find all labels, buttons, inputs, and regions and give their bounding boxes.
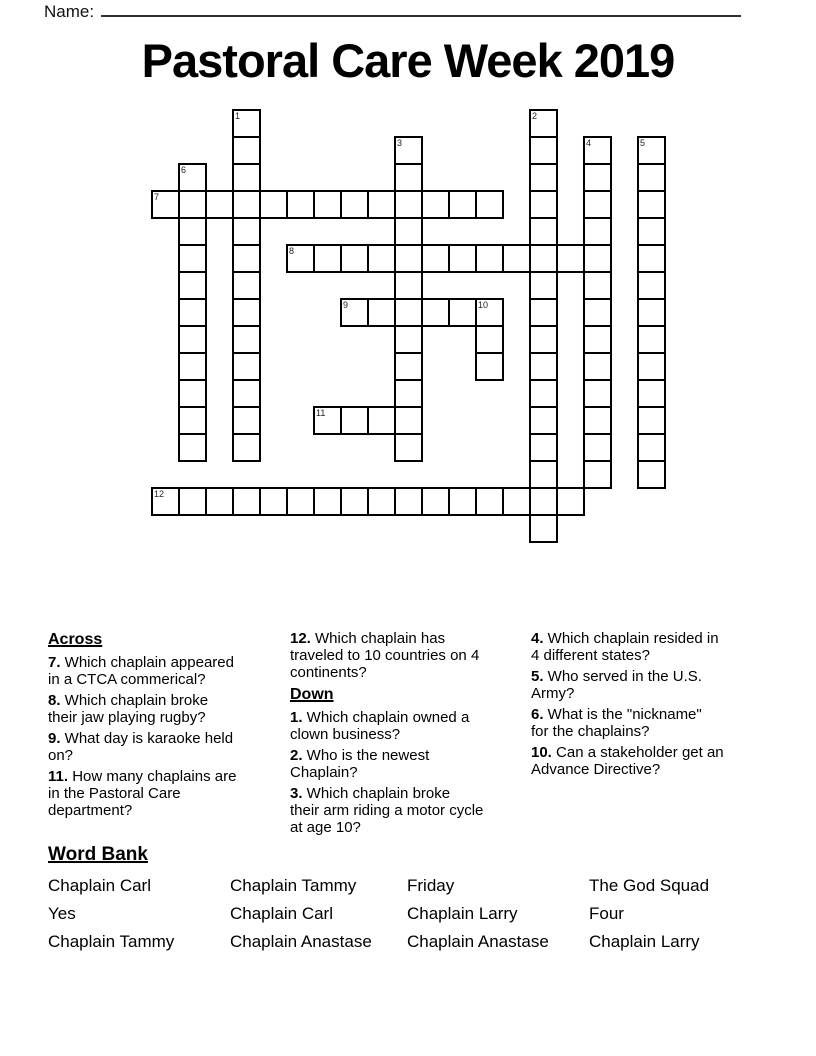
grid-cell-number: 9 (343, 300, 349, 310)
grid-cell (583, 298, 612, 327)
grid-cell-7 (151, 190, 180, 219)
clue-line: at age 10? (290, 819, 361, 836)
grid-cell (529, 514, 558, 543)
grid-cell (529, 298, 558, 327)
clue-line: 2. Who is the newest (290, 747, 430, 764)
grid-cell (421, 487, 450, 516)
grid-cell (529, 460, 558, 489)
grid-cell (421, 298, 450, 327)
clue-number: 3. (290, 785, 303, 802)
grid-cell-number: 2 (532, 111, 538, 121)
grid-cell-number: 1 (235, 111, 241, 121)
word-bank-row (48, 928, 778, 956)
grid-cell-number: 8 (289, 246, 295, 256)
clue-11 (48, 768, 288, 819)
grid-cell (637, 163, 666, 192)
word-bank (48, 872, 778, 956)
word-bank-item: Chaplain Tammy (48, 932, 175, 951)
clue-line: 12. Which chaplain has (290, 630, 446, 647)
clue-line: their jaw playing rugby? (48, 709, 206, 726)
clue-number: 4. (531, 630, 544, 647)
clue-line: 9. What day is karaoke held (48, 730, 234, 747)
grid-cell (502, 244, 531, 273)
grid-cell (448, 190, 477, 219)
grid-cell (583, 163, 612, 192)
clue-5 (531, 668, 771, 702)
grid-cell (529, 352, 558, 381)
grid-cell (178, 298, 207, 327)
grid-cell-9 (340, 298, 369, 327)
grid-cell (394, 244, 423, 273)
clue-number: 2. (290, 747, 303, 764)
grid-cell (448, 298, 477, 327)
grid-cell (394, 271, 423, 300)
grid-cell (421, 244, 450, 273)
word-bank-item: Yes (48, 904, 76, 923)
grid-cell (394, 163, 423, 192)
grid-cell (232, 406, 261, 435)
clue-2 (290, 747, 530, 781)
clue-number: 5. (531, 668, 544, 685)
grid-cell (583, 352, 612, 381)
clue-line: department? (48, 802, 133, 819)
clue-6 (531, 706, 771, 740)
word-bank-heading: Word Bank (48, 844, 148, 865)
grid-cell (367, 244, 396, 273)
grid-cell (232, 163, 261, 192)
clue-line: 8. Which chaplain broke (48, 692, 209, 709)
clues-heading-down: Down (290, 686, 334, 703)
grid-cell (178, 190, 207, 219)
clue-12 (290, 630, 530, 681)
clue-line: Advance Directive? (531, 761, 661, 778)
grid-cell (529, 217, 558, 246)
word-bank-item: Chaplain Anastase (230, 932, 372, 951)
clue-9 (48, 730, 288, 764)
grid-cell (286, 487, 315, 516)
clue-number: 1. (290, 709, 303, 726)
grid-cell (232, 433, 261, 462)
grid-cell (421, 190, 450, 219)
grid-cell-number: 3 (397, 138, 403, 148)
clue-line: on? (48, 747, 74, 764)
grid-cell (637, 460, 666, 489)
grid-cell-3 (394, 136, 423, 165)
grid-cell (232, 352, 261, 381)
grid-cell (475, 487, 504, 516)
clue-line: Army? (531, 685, 575, 702)
grid-cell-number: 5 (640, 138, 646, 148)
grid-cell (637, 406, 666, 435)
grid-cell (394, 217, 423, 246)
clue-number: 7. (48, 654, 61, 671)
clue-8 (48, 692, 288, 726)
grid-cell (556, 244, 585, 273)
clue-line: in the Pastoral Care (48, 785, 181, 802)
grid-cell (286, 190, 315, 219)
clue-line: 4. Which chaplain resided in (531, 630, 719, 647)
name-row (44, 2, 741, 22)
grid-cell (178, 433, 207, 462)
grid-cell (232, 136, 261, 165)
grid-cell (583, 244, 612, 273)
word-bank-item: Chaplain Carl (48, 876, 151, 895)
grid-cell (178, 217, 207, 246)
clue-line: continents? (290, 664, 367, 681)
clue-line: 3. Which chaplain broke (290, 785, 451, 802)
grid-cell (529, 244, 558, 273)
grid-cell (394, 379, 423, 408)
grid-cell (556, 487, 585, 516)
grid-cell-12 (151, 487, 180, 516)
word-bank-item: The God Squad (589, 876, 710, 895)
clue-number: 8. (48, 692, 61, 709)
clue-number: 12. (290, 630, 311, 647)
grid-cell (394, 325, 423, 354)
grid-cell (475, 190, 504, 219)
grid-cell (529, 487, 558, 516)
clue-line: for the chaplains? (531, 723, 650, 740)
grid-cell (232, 244, 261, 273)
grid-cell (394, 406, 423, 435)
grid-cell (178, 352, 207, 381)
grid-cell (178, 379, 207, 408)
word-bank-item: Chaplain Larry (407, 904, 518, 923)
grid-cell (637, 190, 666, 219)
grid-cell (259, 487, 288, 516)
crossword-grid (151, 109, 667, 544)
clues-heading-across: Across (48, 631, 103, 648)
grid-cell-4 (583, 136, 612, 165)
grid-cell (583, 433, 612, 462)
grid-cell-8 (286, 244, 315, 273)
name-label: Name: (44, 2, 95, 21)
clue-line: 1. Which chaplain owned a (290, 709, 470, 726)
grid-cell (340, 244, 369, 273)
word-bank-item: Chaplain Larry (589, 932, 700, 951)
grid-cell (637, 433, 666, 462)
grid-cell (448, 487, 477, 516)
grid-cell (340, 406, 369, 435)
grid-cell (583, 190, 612, 219)
grid-cell (394, 352, 423, 381)
grid-cell (637, 271, 666, 300)
grid-cell (475, 325, 504, 354)
clue-number: 9. (48, 730, 61, 747)
grid-cell (637, 352, 666, 381)
grid-cell (178, 406, 207, 435)
grid-cell (394, 190, 423, 219)
grid-cell-number: 11 (316, 408, 326, 418)
grid-cell-5 (637, 136, 666, 165)
word-bank-row (48, 872, 778, 900)
grid-cell (232, 298, 261, 327)
clue-line: 10. Can a stakeholder get an (531, 744, 724, 761)
grid-cell-10 (475, 298, 504, 327)
grid-cell (205, 487, 234, 516)
grid-cell (637, 217, 666, 246)
word-bank-item: Chaplain Anastase (407, 932, 549, 951)
clue-line: 4 different states? (531, 647, 650, 664)
grid-cell (178, 271, 207, 300)
clue-number: 6. (531, 706, 544, 723)
grid-cell (394, 487, 423, 516)
word-bank-item: Chaplain Carl (230, 904, 333, 923)
grid-cell (367, 298, 396, 327)
grid-cell (232, 271, 261, 300)
grid-cell-2 (529, 109, 558, 138)
grid-cell (637, 244, 666, 273)
clue-4 (531, 630, 771, 664)
clue-line: their arm riding a motor cycle (290, 802, 484, 819)
grid-cell (502, 487, 531, 516)
grid-cell (367, 406, 396, 435)
grid-cell (367, 190, 396, 219)
grid-cell (178, 487, 207, 516)
grid-cell (529, 271, 558, 300)
grid-cell (340, 487, 369, 516)
grid-cell (313, 244, 342, 273)
page-title: Pastoral Care Week 2019 (141, 34, 675, 87)
grid-cell (394, 298, 423, 327)
grid-cell-number: 12 (154, 489, 165, 499)
grid-cell (178, 325, 207, 354)
clue-3 (290, 785, 530, 836)
grid-cell (583, 271, 612, 300)
grid-cell (637, 379, 666, 408)
clue-number: 11. (48, 768, 69, 785)
name-blank-line (101, 2, 741, 17)
grid-cell (637, 325, 666, 354)
grid-cell (583, 217, 612, 246)
word-bank-row (48, 900, 778, 928)
clue-10 (531, 744, 771, 778)
grid-cell-6 (178, 163, 207, 192)
grid-cell (583, 406, 612, 435)
grid-cell (232, 217, 261, 246)
clue-line: clown business? (290, 726, 401, 743)
grid-cell (367, 487, 396, 516)
grid-cell (313, 190, 342, 219)
clue-number: 10. (531, 744, 552, 761)
word-bank-item: Chaplain Tammy (230, 876, 357, 895)
grid-cell (529, 136, 558, 165)
grid-cell (637, 298, 666, 327)
clue-column-3 (531, 630, 771, 782)
grid-cell (178, 244, 207, 273)
clue-line: in a CTCA commerical? (48, 671, 206, 688)
grid-cell (583, 460, 612, 489)
grid-cell-number: 6 (181, 165, 187, 175)
clue-column-1 (48, 630, 288, 823)
grid-cell (529, 325, 558, 354)
grid-cell (394, 433, 423, 462)
clue-1 (290, 709, 530, 743)
grid-cell (448, 244, 477, 273)
clue-7 (48, 654, 288, 688)
grid-cell (529, 190, 558, 219)
grid-cell (205, 190, 234, 219)
grid-cell (529, 433, 558, 462)
grid-cell-11 (313, 406, 342, 435)
clue-line: traveled to 10 countries on 4 (290, 647, 480, 664)
grid-cell (313, 487, 342, 516)
grid-cell (583, 325, 612, 354)
grid-cell (232, 487, 261, 516)
clue-line: 5. Who served in the U.S. (531, 668, 702, 685)
grid-cell-number: 7 (154, 192, 160, 202)
clue-line: 7. Which chaplain appeared (48, 654, 234, 671)
grid-cell (475, 352, 504, 381)
grid-cell-1 (232, 109, 261, 138)
grid-cell (583, 379, 612, 408)
clue-line: 6. What is the "nickname" (531, 706, 702, 723)
clue-line: Chaplain? (290, 764, 358, 781)
grid-cell (259, 190, 288, 219)
word-bank-item: Four (589, 904, 624, 923)
grid-cell (529, 163, 558, 192)
grid-cell (232, 325, 261, 354)
clue-line: 11. How many chaplains are (48, 768, 237, 785)
grid-cell-number: 4 (586, 138, 592, 148)
clue-column-2 (290, 630, 530, 840)
word-bank-item: Friday (407, 876, 455, 895)
grid-cell (529, 379, 558, 408)
grid-cell (529, 406, 558, 435)
grid-cell (475, 244, 504, 273)
grid-cell (232, 379, 261, 408)
grid-cell (340, 190, 369, 219)
grid-cell (232, 190, 261, 219)
grid-cell-number: 10 (478, 300, 489, 310)
